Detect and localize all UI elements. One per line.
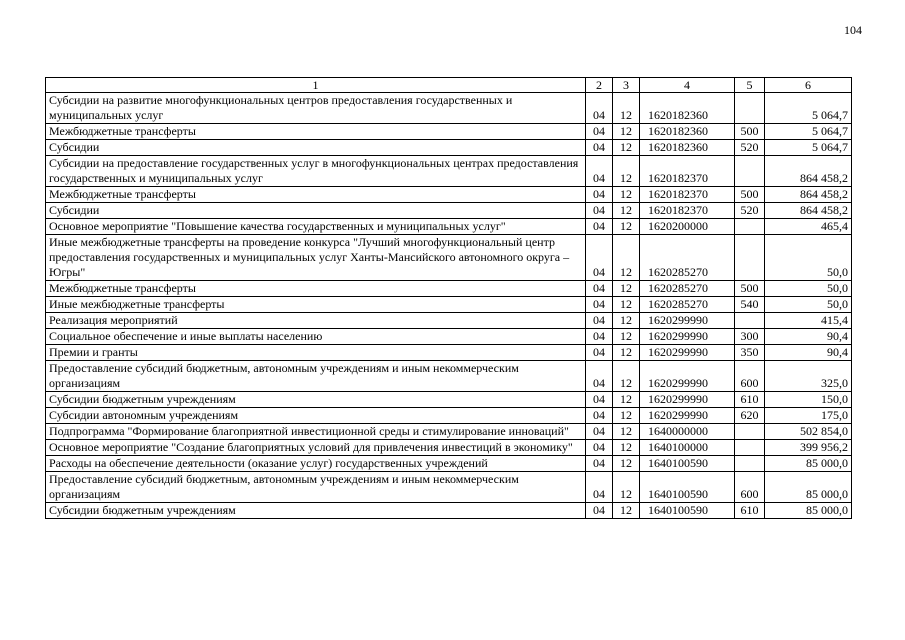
target-article-code-cell: 1620182360	[640, 140, 735, 156]
section-code-cell: 04	[586, 361, 613, 392]
table-row	[46, 456, 852, 472]
section-code-cell: 04	[586, 472, 613, 503]
column-header: 5	[735, 78, 765, 93]
subsection-code-cell: 12	[613, 297, 640, 313]
row-name-cell: Премии и гранты	[46, 345, 586, 361]
section-code-cell: 04	[586, 456, 613, 472]
expense-type-code-cell	[735, 235, 765, 281]
expense-type-code-cell: 520	[735, 203, 765, 219]
table-row	[46, 93, 852, 124]
target-article-code-cell: 1620299990	[640, 392, 735, 408]
amount-cell: 864 458,2	[765, 156, 852, 187]
table-row	[46, 408, 852, 424]
section-code-cell: 04	[586, 187, 613, 203]
row-name-cell: Предоставление субсидий бюджетным, автономным учреждениям и иным некоммерческим организациям	[46, 361, 586, 392]
subsection-code-cell: 12	[613, 440, 640, 456]
expense-type-code-cell	[735, 456, 765, 472]
row-name-cell: Подпрограмма "Формирование благоприятной инвестиционной среды и стимулирование инноваций"	[46, 424, 586, 440]
section-code-cell: 04	[586, 313, 613, 329]
table-row	[46, 503, 852, 519]
expense-type-code-cell	[735, 93, 765, 124]
table-row	[46, 187, 852, 203]
section-code-cell: 04	[586, 392, 613, 408]
target-article-code-cell: 1640100000	[640, 440, 735, 456]
subsection-code-cell: 12	[613, 187, 640, 203]
amount-cell: 50,0	[765, 281, 852, 297]
amount-cell: 502 854,0	[765, 424, 852, 440]
target-article-code-cell: 1620285270	[640, 297, 735, 313]
expense-type-code-cell: 620	[735, 408, 765, 424]
target-article-code-cell: 1620299990	[640, 345, 735, 361]
target-article-code-cell: 1620285270	[640, 281, 735, 297]
table-row	[46, 345, 852, 361]
row-name-cell: Субсидии	[46, 140, 586, 156]
section-code-cell: 04	[586, 140, 613, 156]
column-header: 6	[765, 78, 852, 93]
target-article-code-cell: 1620182370	[640, 203, 735, 219]
column-header: 3	[613, 78, 640, 93]
amount-cell: 325,0	[765, 361, 852, 392]
table-row	[46, 329, 852, 345]
subsection-code-cell: 12	[613, 345, 640, 361]
expense-type-code-cell	[735, 424, 765, 440]
row-name-cell: Субсидии автономным учреждениям	[46, 408, 586, 424]
section-code-cell: 04	[586, 440, 613, 456]
amount-cell: 465,4	[765, 219, 852, 235]
row-name-cell: Субсидии бюджетным учреждениям	[46, 392, 586, 408]
section-code-cell: 04	[586, 93, 613, 124]
amount-cell: 85 000,0	[765, 472, 852, 503]
column-header: 1	[46, 78, 586, 93]
expense-type-code-cell	[735, 156, 765, 187]
table-row	[46, 140, 852, 156]
target-article-code-cell: 1640100590	[640, 472, 735, 503]
section-code-cell: 04	[586, 408, 613, 424]
section-code-cell: 04	[586, 503, 613, 519]
subsection-code-cell: 12	[613, 156, 640, 187]
target-article-code-cell: 1620182370	[640, 156, 735, 187]
table-row	[46, 219, 852, 235]
table-row	[46, 392, 852, 408]
row-name-cell: Иные межбюджетные трансферты	[46, 297, 586, 313]
expense-type-code-cell	[735, 219, 765, 235]
subsection-code-cell: 12	[613, 392, 640, 408]
subsection-code-cell: 12	[613, 203, 640, 219]
section-code-cell: 04	[586, 203, 613, 219]
section-code-cell: 04	[586, 235, 613, 281]
amount-cell: 85 000,0	[765, 503, 852, 519]
table-row	[46, 297, 852, 313]
row-name-cell: Основное мероприятие "Создание благоприятных условий для привлечения инвестиций в экономику"	[46, 440, 586, 456]
table-row	[46, 440, 852, 456]
subsection-code-cell: 12	[613, 124, 640, 140]
section-code-cell: 04	[586, 281, 613, 297]
subsection-code-cell: 12	[613, 408, 640, 424]
row-name-cell: Субсидии на развитие многофункциональных центров предоставления государственных и муниципальных услуг	[46, 93, 586, 124]
amount-cell: 415,4	[765, 313, 852, 329]
row-name-cell: Субсидии на предоставление государственных услуг в многофункциональных центрах предоставления государственных и муниципальных услуг	[46, 156, 586, 187]
subsection-code-cell: 12	[613, 313, 640, 329]
section-code-cell: 04	[586, 424, 613, 440]
amount-cell: 90,4	[765, 329, 852, 345]
amount-cell: 50,0	[765, 235, 852, 281]
expense-type-code-cell: 600	[735, 472, 765, 503]
subsection-code-cell: 12	[613, 456, 640, 472]
table-row	[46, 156, 852, 187]
column-header: 4	[640, 78, 735, 93]
expense-type-code-cell	[735, 313, 765, 329]
budget-table-body	[46, 78, 852, 519]
expense-type-code-cell: 500	[735, 124, 765, 140]
expense-type-code-cell: 500	[735, 187, 765, 203]
expense-type-code-cell: 520	[735, 140, 765, 156]
table-header-row	[46, 78, 852, 93]
expense-type-code-cell: 300	[735, 329, 765, 345]
expense-type-code-cell	[735, 440, 765, 456]
row-name-cell: Субсидии бюджетным учреждениям	[46, 503, 586, 519]
subsection-code-cell: 12	[613, 93, 640, 124]
expense-type-code-cell: 540	[735, 297, 765, 313]
amount-cell: 5 064,7	[765, 124, 852, 140]
expense-type-code-cell: 600	[735, 361, 765, 392]
target-article-code-cell: 1620299990	[640, 313, 735, 329]
subsection-code-cell: 12	[613, 329, 640, 345]
row-name-cell: Межбюджетные трансферты	[46, 281, 586, 297]
amount-cell: 399 956,2	[765, 440, 852, 456]
target-article-code-cell: 1640000000	[640, 424, 735, 440]
expense-type-code-cell: 610	[735, 392, 765, 408]
subsection-code-cell: 12	[613, 472, 640, 503]
table-row	[46, 424, 852, 440]
target-article-code-cell: 1640100590	[640, 456, 735, 472]
subsection-code-cell: 12	[613, 140, 640, 156]
target-article-code-cell: 1640100590	[640, 503, 735, 519]
section-code-cell: 04	[586, 124, 613, 140]
table-row	[46, 281, 852, 297]
target-article-code-cell: 1620299990	[640, 408, 735, 424]
row-name-cell: Расходы на обеспечение деятельности (оказание услуг) государственных учреждений	[46, 456, 586, 472]
subsection-code-cell: 12	[613, 424, 640, 440]
table-row	[46, 361, 852, 392]
table-row	[46, 124, 852, 140]
row-name-cell: Основное мероприятие "Повышение качества государственных и муниципальных услуг"	[46, 219, 586, 235]
amount-cell: 50,0	[765, 297, 852, 313]
expense-type-code-cell: 610	[735, 503, 765, 519]
amount-cell: 5 064,7	[765, 140, 852, 156]
row-name-cell: Предоставление субсидий бюджетным, автономным учреждениям и иным некоммерческим организациям	[46, 472, 586, 503]
page-number: 104	[844, 23, 862, 37]
row-name-cell: Реализация мероприятий	[46, 313, 586, 329]
row-name-cell: Иные межбюджетные трансферты на проведение конкурса "Лучший многофункциональный центр предоставления государственных и муниципальных услуг Ханты-Мансийского автономного округа – Югры"	[46, 235, 586, 281]
section-code-cell: 04	[586, 345, 613, 361]
target-article-code-cell: 1620299990	[640, 361, 735, 392]
target-article-code-cell: 1620285270	[640, 235, 735, 281]
amount-cell: 90,4	[765, 345, 852, 361]
amount-cell: 5 064,7	[765, 93, 852, 124]
amount-cell: 864 458,2	[765, 203, 852, 219]
expense-type-code-cell: 350	[735, 345, 765, 361]
subsection-code-cell: 12	[613, 361, 640, 392]
target-article-code-cell: 1620182370	[640, 187, 735, 203]
section-code-cell: 04	[586, 329, 613, 345]
table-row	[46, 472, 852, 503]
target-article-code-cell: 1620200000	[640, 219, 735, 235]
amount-cell: 85 000,0	[765, 456, 852, 472]
amount-cell: 864 458,2	[765, 187, 852, 203]
row-name-cell: Межбюджетные трансферты	[46, 187, 586, 203]
budget-table	[45, 77, 852, 519]
row-name-cell: Субсидии	[46, 203, 586, 219]
subsection-code-cell: 12	[613, 503, 640, 519]
section-code-cell: 04	[586, 297, 613, 313]
table-row	[46, 313, 852, 329]
target-article-code-cell: 1620182360	[640, 93, 735, 124]
section-code-cell: 04	[586, 219, 613, 235]
row-name-cell: Межбюджетные трансферты	[46, 124, 586, 140]
subsection-code-cell: 12	[613, 219, 640, 235]
expense-type-code-cell: 500	[735, 281, 765, 297]
target-article-code-cell: 1620182360	[640, 124, 735, 140]
amount-cell: 175,0	[765, 408, 852, 424]
column-header: 2	[586, 78, 613, 93]
subsection-code-cell: 12	[613, 235, 640, 281]
section-code-cell: 04	[586, 156, 613, 187]
subsection-code-cell: 12	[613, 281, 640, 297]
target-article-code-cell: 1620299990	[640, 329, 735, 345]
table-row	[46, 203, 852, 219]
amount-cell: 150,0	[765, 392, 852, 408]
row-name-cell: Социальное обеспечение и иные выплаты населению	[46, 329, 586, 345]
table-row	[46, 235, 852, 281]
